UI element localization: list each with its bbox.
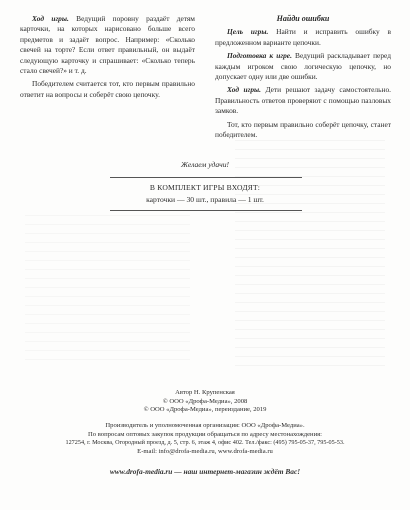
right-winner-text: Тот, кто первым правильно соберёт цепочку, станет победителем. — [215, 119, 391, 140]
website-line: www.drofa-media.ru — наш интернет-магазин ждёт Вас! — [109, 467, 301, 476]
author-line: Автор Н. Крупенская — [175, 389, 235, 396]
right-hod-label: Ход игры. — [227, 85, 261, 95]
manufacturer-block — [30, 422, 380, 456]
divider-line — [110, 177, 302, 178]
right-column — [215, 14, 391, 140]
right-hod-text: Дети решают задачу самостоятельно. Правильность ответов проверяют с помощью пазловых замков. — [215, 85, 391, 116]
left-hod-text: Ведущий поровну раздаёт детям карточки, на которых нарисовано больше всего предметов и задаёт вопрос. Например: «Сколько свечей на торте? Если ответ правильный, он выдаёт следующую карточку и спрашивает: «Сколько теперь стало свечей?» и т. д. — [20, 14, 195, 76]
right-prep-text: Ведущий раскладывает перед каждым игроком свою логическую цепочку, но допускает одну или две ошибки. — [215, 51, 391, 82]
divider-line-lower — [110, 210, 302, 211]
manufacturer-line: Производитель и уполномоченная организация: ООО «Дрофа-Медиа». — [105, 422, 305, 429]
left-winner-text: Победителем считается тот, кто первым правильно ответит на вопросы и соберёт свою цепочку. — [20, 79, 195, 99]
bleed-through-texture — [235, 140, 385, 370]
email-line: E-mail: info@drofa-media.ru, www.drofa-media.ru — [137, 447, 273, 455]
copyright-line-2: © ООО «Дрофа-Медиа», переиздание, 2019 — [143, 406, 267, 414]
left-column — [20, 14, 195, 100]
right-prep — [215, 51, 391, 82]
copyright-line-1: © ООО «Дрофа-Медиа», 2008 — [162, 397, 248, 405]
left-game-course — [20, 14, 195, 76]
left-hod-label: Ход игры. — [32, 14, 69, 23]
address-line: 127254, г. Москва, Огородный проезд, д. 5, стр. 6, этаж 4, офис 402. Тел./факс: (495) 795-05-37, 795-05-53. — [65, 439, 345, 447]
kit-title: В КОМПЛЕКТ ИГРЫ ВХОДЯТ: — [149, 183, 261, 192]
kit-items: карточки — 30 шт., правила — 1 шт. — [146, 195, 264, 204]
right-game-title: Найди ошибки — [276, 14, 330, 23]
bleed-through-texture-left — [25, 215, 190, 365]
right-goal-text: Найти и исправить ошибку в предложенном варианте цепочки. — [215, 27, 391, 47]
wholesale-line: По вопросам оптовых закупок продукции обращаться по адресу местонахождения: — [88, 430, 322, 438]
right-goal-label: Цель игры. — [227, 27, 269, 37]
right-game-course — [215, 85, 391, 116]
credits-block — [30, 389, 380, 415]
right-prep-label: Подготовка к игре. — [227, 51, 292, 61]
right-goal — [215, 27, 391, 48]
good-luck-text: Желаем удачи! — [180, 160, 230, 169]
